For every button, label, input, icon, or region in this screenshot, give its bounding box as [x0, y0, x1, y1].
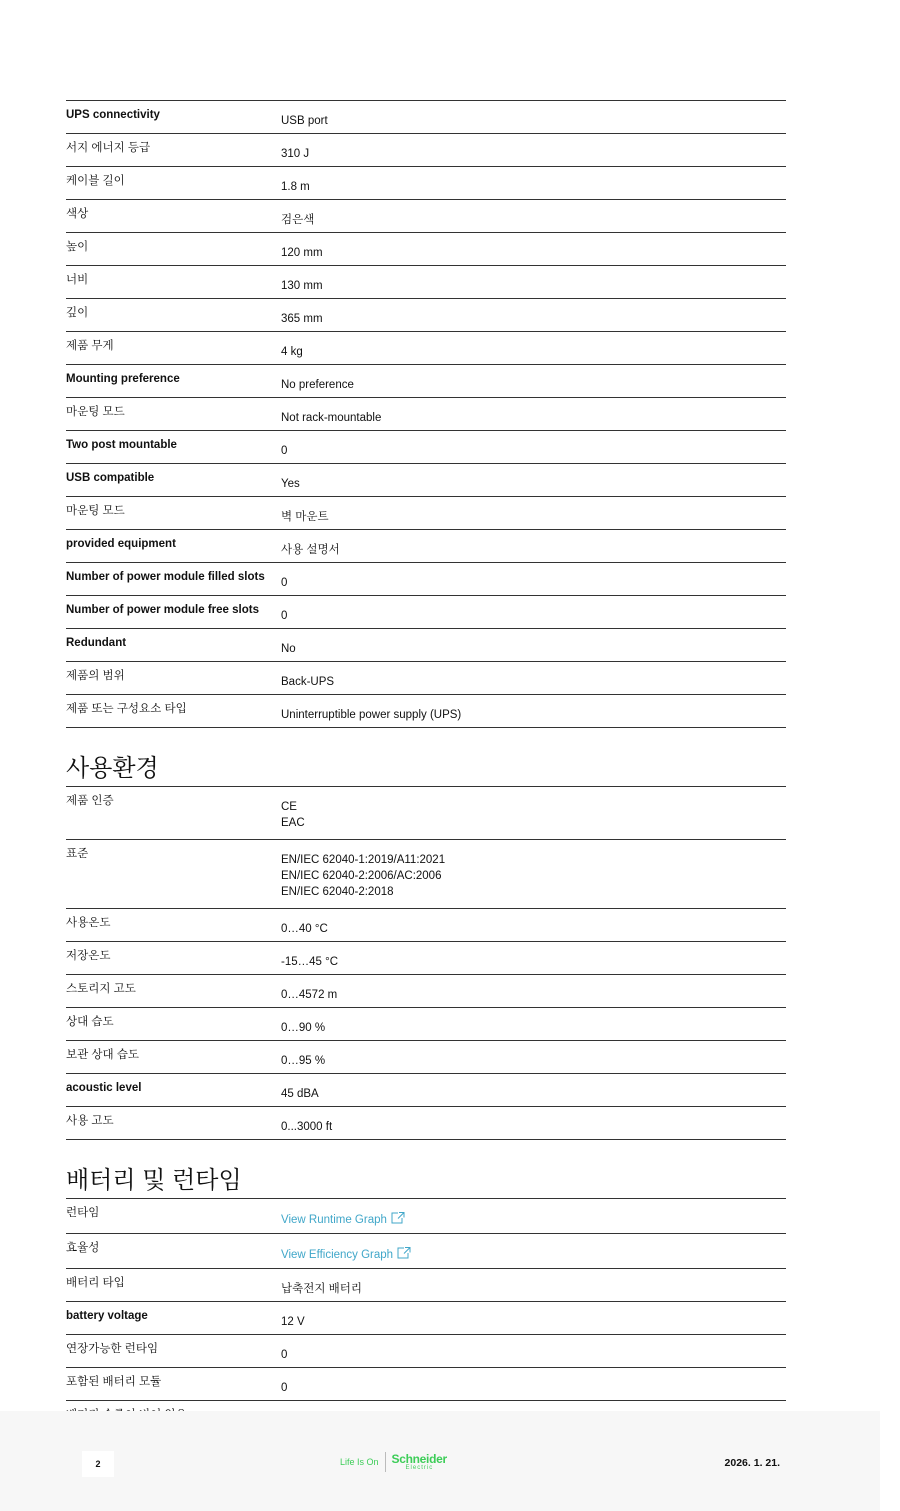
row-value: 벽 마운트 [281, 511, 329, 523]
table-row [66, 942, 786, 975]
row-value: No [281, 643, 296, 655]
row-label: 효율성 [66, 1242, 100, 1254]
table-row [66, 332, 786, 365]
row-value [281, 1008, 786, 1040]
section-title-battery: 배터리 및 런타임 [66, 1167, 242, 1194]
row-label: 저장온도 [66, 950, 111, 962]
row-label: 색상 [66, 208, 89, 220]
row-label: Number of power module filled slots [66, 571, 265, 583]
table-row [66, 1107, 786, 1140]
row-label: 마운팅 모드 [66, 406, 125, 418]
row-value: 365 mm [281, 313, 323, 325]
table-row [66, 101, 786, 134]
table-row [66, 787, 786, 840]
row-label: Redundant [66, 637, 127, 649]
value-line: 0…40 °C [281, 923, 328, 935]
value-line: 0…95 % [281, 1055, 326, 1067]
row-value [281, 787, 786, 839]
value-line: EAC [281, 817, 305, 829]
table-row [66, 464, 786, 497]
table-row [66, 497, 786, 530]
table-row [66, 563, 786, 596]
table-row [66, 398, 786, 431]
table-row [66, 1302, 786, 1335]
row-value: 1.8 m [281, 181, 310, 193]
row-value [281, 840, 786, 908]
row-label: 높이 [66, 241, 89, 253]
row-value: 0 [281, 445, 288, 457]
row-label: 런타임 [66, 1207, 100, 1219]
table-row [66, 629, 786, 662]
brand-logo [340, 1449, 447, 1475]
row-label: UPS connectivity [66, 109, 160, 121]
environment-table [66, 786, 786, 1140]
row-value: No preference [281, 379, 354, 391]
table-row [66, 1008, 786, 1041]
table-row [66, 530, 786, 563]
row-value [281, 1199, 786, 1233]
row-value [281, 942, 786, 974]
brand-name: Schneider [391, 1451, 447, 1466]
row-value: USB port [281, 115, 328, 127]
table-row [66, 1269, 786, 1302]
value-line: 0…90 % [281, 1022, 326, 1034]
spec-table [66, 100, 786, 728]
row-label: 포함된 배터리 모듈 [66, 1376, 162, 1388]
row-value: Back-UPS [281, 676, 335, 688]
row-value: 120 mm [281, 247, 323, 259]
row-label: 사용 고도 [66, 1115, 114, 1127]
section-title-environment: 사용환경 [66, 755, 159, 782]
row-value: Not rack-mountable [281, 412, 382, 424]
table-row [66, 266, 786, 299]
schneider-logo [391, 1451, 447, 1471]
row-label: 사용온도 [66, 917, 111, 929]
value-line: CE [281, 801, 297, 813]
row-value [281, 975, 786, 1007]
value-line: 45 dBA [281, 1088, 319, 1100]
row-label: Number of power module free slots [66, 604, 259, 616]
row-value [281, 1074, 786, 1106]
row-label: 배터리 타입 [66, 1277, 125, 1289]
row-label: 깊이 [66, 307, 89, 319]
brand-divider [385, 1452, 386, 1472]
external-link-icon [391, 1212, 405, 1229]
link-text: View Efficiency Graph [281, 1249, 394, 1261]
row-label: Mounting preference [66, 373, 180, 385]
document-content [66, 100, 786, 1434]
table-row [66, 1074, 786, 1107]
row-value: 사용 설명서 [281, 544, 340, 556]
row-value: 0 [281, 577, 288, 589]
value-line: -15…45 °C [281, 956, 339, 968]
graph-link[interactable] [281, 1214, 405, 1226]
brand-sub: Electric [405, 1464, 434, 1471]
row-value [281, 1234, 786, 1268]
table-row [66, 1041, 786, 1074]
graph-link[interactable] [281, 1249, 411, 1261]
document-date: 2026. 1. 21. [724, 1457, 780, 1469]
row-value [281, 1107, 786, 1139]
row-label: provided equipment [66, 538, 176, 550]
row-value: 310 J [281, 148, 310, 160]
row-value: Uninterruptible power supply (UPS) [281, 709, 462, 721]
table-row [66, 975, 786, 1008]
value-line: EN/IEC 62040-1:2019/A11:2021 [281, 854, 446, 866]
row-label: 서지 에너지 등급 [66, 142, 151, 154]
row-value: 검은색 [281, 214, 315, 226]
link-text: View Runtime Graph [281, 1214, 387, 1226]
row-label: 스토리지 고도 [66, 983, 136, 995]
table-row [66, 840, 786, 909]
row-label: 보관 상대 습도 [66, 1049, 140, 1061]
battery-table [66, 1198, 786, 1434]
tagline: Life Is On [340, 1457, 379, 1467]
value-line: 0...3000 ft [281, 1121, 333, 1133]
row-label: 마운팅 모드 [66, 505, 125, 517]
row-value [281, 909, 786, 941]
table-row [66, 662, 786, 695]
row-label: USB compatible [66, 472, 155, 484]
value-line: 0…4572 m [281, 989, 338, 1001]
row-value: 0 [281, 1349, 288, 1361]
table-row [66, 1199, 786, 1234]
row-label: 제품 인증 [66, 795, 114, 807]
row-label: 연장가능한 런타임 [66, 1343, 159, 1355]
table-row [66, 1368, 786, 1401]
row-label: 제품의 범위 [66, 670, 125, 682]
row-value: 12 V [281, 1316, 305, 1328]
table-row [66, 909, 786, 942]
row-value: 납축전지 배터리 [281, 1283, 362, 1295]
table-row [66, 1234, 786, 1269]
row-label: 케이블 길이 [66, 175, 125, 187]
row-value: 0 [281, 1382, 288, 1394]
value-line: EN/IEC 62040-2:2018 [281, 886, 394, 898]
table-row [66, 596, 786, 629]
external-link-icon [397, 1247, 411, 1264]
row-label: 너비 [66, 274, 89, 286]
row-value: Yes [281, 478, 300, 490]
table-row [66, 1335, 786, 1368]
table-row [66, 431, 786, 464]
row-value [281, 1041, 786, 1073]
table-row [66, 233, 786, 266]
page-footer [0, 1411, 880, 1511]
table-row [66, 200, 786, 233]
row-label: Two post mountable [66, 439, 177, 451]
page-number: 2 [82, 1451, 114, 1477]
table-row [66, 134, 786, 167]
row-label: 제품 또는 구성요소 타입 [66, 703, 187, 715]
table-row [66, 299, 786, 332]
table-row [66, 695, 786, 728]
row-value: 4 kg [281, 346, 303, 358]
row-label: 상대 습도 [66, 1016, 114, 1028]
row-label: acoustic level [66, 1082, 142, 1094]
row-label: 제품 무게 [66, 340, 114, 352]
row-value: 130 mm [281, 280, 323, 292]
row-label: 표준 [66, 848, 89, 860]
row-value: 0 [281, 610, 288, 622]
table-row [66, 365, 786, 398]
row-label: battery voltage [66, 1310, 148, 1322]
value-line: EN/IEC 62040-2:2006/AC:2006 [281, 870, 442, 882]
table-row [66, 167, 786, 200]
